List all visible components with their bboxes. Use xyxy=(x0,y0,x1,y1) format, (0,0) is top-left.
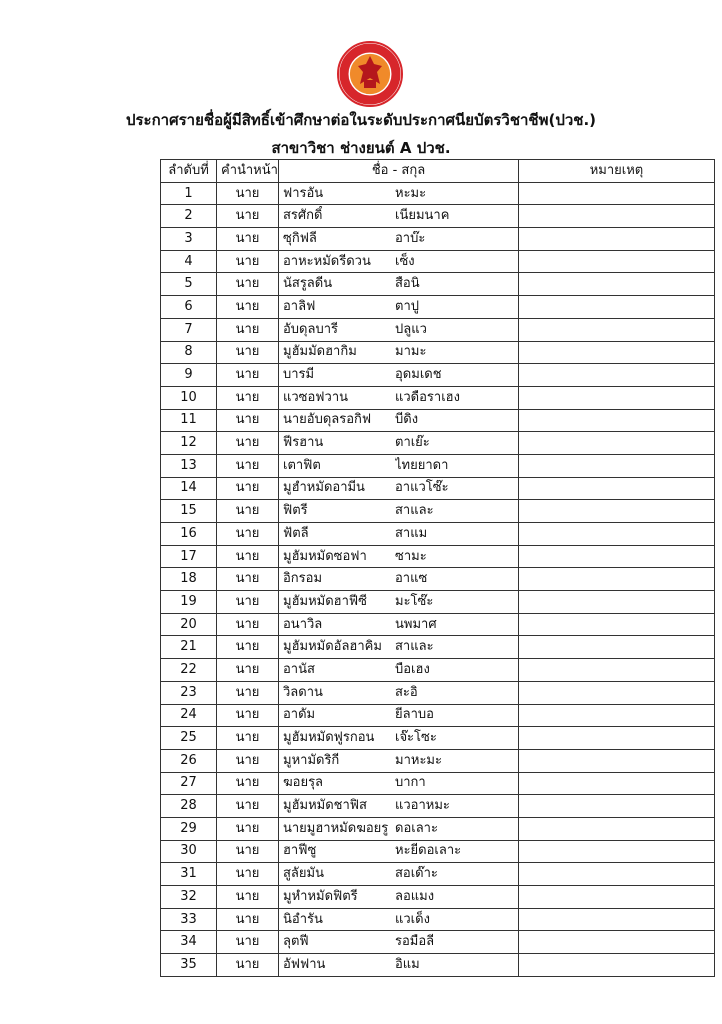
first-name: มูฮัมหมัดฟูรกอน xyxy=(283,730,375,746)
row-number: 14 xyxy=(161,477,217,500)
last-name: เซ็ง xyxy=(395,253,415,269)
row-note xyxy=(519,863,715,886)
row-full-name xyxy=(279,840,519,863)
row-full-name xyxy=(279,568,519,591)
row-prefix: นาย xyxy=(217,749,279,772)
row-prefix: นาย xyxy=(217,296,279,319)
last-name: มามะ xyxy=(395,344,427,360)
row-prefix: นาย xyxy=(217,341,279,364)
row-full-name xyxy=(279,749,519,772)
row-number: 18 xyxy=(161,568,217,591)
first-name: อาหะหมัดรีดวน xyxy=(283,253,371,269)
row-full-name xyxy=(279,477,519,500)
table-row xyxy=(161,659,715,682)
row-note xyxy=(519,454,715,477)
row-prefix: นาย xyxy=(217,500,279,523)
table-row xyxy=(161,681,715,704)
row-note xyxy=(519,840,715,863)
first-name: มูหามัดริกี xyxy=(283,752,340,768)
last-name: อาแวโซ๊ะ xyxy=(395,480,449,496)
row-note xyxy=(519,523,715,546)
row-note xyxy=(519,386,715,409)
last-name: อิแม xyxy=(395,956,420,972)
first-name: สรศักดิ์ xyxy=(283,208,323,224)
row-note xyxy=(519,273,715,296)
first-name: อิกรอม xyxy=(283,571,323,587)
row-prefix: นาย xyxy=(217,795,279,818)
first-name: อับดุลบารี xyxy=(283,321,339,337)
row-prefix: นาย xyxy=(217,772,279,795)
row-prefix: นาย xyxy=(217,523,279,546)
row-full-name xyxy=(279,182,519,205)
last-name: สะอิ xyxy=(395,684,418,700)
row-prefix: นาย xyxy=(217,704,279,727)
row-note xyxy=(519,228,715,251)
row-prefix: นาย xyxy=(217,659,279,682)
last-name: สอเด๊าะ xyxy=(395,866,438,882)
last-name: มาหะมะ xyxy=(395,752,442,768)
first-name: แวซอฟวาน xyxy=(283,389,348,405)
table-row xyxy=(161,886,715,909)
row-number: 21 xyxy=(161,636,217,659)
row-full-name xyxy=(279,659,519,682)
table-header-row xyxy=(161,160,715,183)
table-row xyxy=(161,817,715,840)
table-row xyxy=(161,545,715,568)
row-number: 35 xyxy=(161,954,217,977)
row-note xyxy=(519,749,715,772)
row-note xyxy=(519,681,715,704)
first-name: ซุกิฟลี xyxy=(283,230,317,246)
header-no: ลำดับที่ xyxy=(161,160,217,183)
first-name: เตาฟิต xyxy=(283,457,321,473)
first-name: ลุตฟี xyxy=(283,934,309,950)
row-number: 7 xyxy=(161,318,217,341)
table-row xyxy=(161,704,715,727)
row-full-name xyxy=(279,228,519,251)
row-prefix: นาย xyxy=(217,613,279,636)
last-name: ดอเลาะ xyxy=(395,820,438,836)
row-number: 2 xyxy=(161,205,217,228)
table-body xyxy=(161,182,715,976)
row-prefix: นาย xyxy=(217,681,279,704)
last-name: ปลูแว xyxy=(395,321,427,337)
row-prefix: นาย xyxy=(217,908,279,931)
row-full-name xyxy=(279,500,519,523)
last-name: ซามะ xyxy=(395,548,427,564)
last-name: นพมาศ xyxy=(395,616,437,632)
document-title: ประกาศรายชื่อผู้มีสิทธิ์เข้าศึกษาต่อในระดับประกาศนียบัตรวิชาชีพ(ปวช.) xyxy=(125,111,597,129)
row-full-name xyxy=(279,727,519,750)
row-number: 12 xyxy=(161,432,217,455)
row-note xyxy=(519,817,715,840)
row-full-name xyxy=(279,386,519,409)
last-name: แวเด็ง xyxy=(395,911,430,927)
first-name: สูลัยมัน xyxy=(283,866,324,882)
row-number: 1 xyxy=(161,182,217,205)
last-name: บือเฮง xyxy=(395,661,430,677)
row-prefix: นาย xyxy=(217,840,279,863)
row-note xyxy=(519,659,715,682)
row-note xyxy=(519,931,715,954)
row-full-name xyxy=(279,863,519,886)
last-name: บากา xyxy=(395,775,426,791)
table-row xyxy=(161,863,715,886)
row-prefix: นาย xyxy=(217,364,279,387)
first-name: นายมูฮาหมัดฆอยรู xyxy=(283,820,389,836)
last-name: สาแม xyxy=(395,525,428,541)
last-name: อาแซ xyxy=(395,571,428,587)
row-number: 8 xyxy=(161,341,217,364)
row-prefix: นาย xyxy=(217,273,279,296)
table-row xyxy=(161,795,715,818)
row-number: 15 xyxy=(161,500,217,523)
row-full-name xyxy=(279,296,519,319)
row-full-name xyxy=(279,454,519,477)
table-row xyxy=(161,727,715,750)
table-row xyxy=(161,523,715,546)
row-full-name xyxy=(279,273,519,296)
row-number: 13 xyxy=(161,454,217,477)
row-number: 33 xyxy=(161,908,217,931)
row-note xyxy=(519,591,715,614)
row-number: 30 xyxy=(161,840,217,863)
table-row xyxy=(161,341,715,364)
row-note xyxy=(519,727,715,750)
last-name: บีดิง xyxy=(395,412,419,428)
first-name: มูฮัมหมัดซอฟา xyxy=(283,548,367,564)
row-number: 31 xyxy=(161,863,217,886)
row-full-name xyxy=(279,636,519,659)
row-full-name xyxy=(279,681,519,704)
row-number: 4 xyxy=(161,250,217,273)
last-name: ยีลาบอ xyxy=(395,707,434,723)
last-name: เจ๊ะโซะ xyxy=(395,730,437,746)
last-name: มะโซ๊ะ xyxy=(395,593,434,609)
last-name: สาและ xyxy=(395,639,434,655)
table-row xyxy=(161,500,715,523)
row-number: 23 xyxy=(161,681,217,704)
table-row xyxy=(161,613,715,636)
table-row xyxy=(161,273,715,296)
row-prefix: นาย xyxy=(217,386,279,409)
row-full-name xyxy=(279,591,519,614)
row-number: 19 xyxy=(161,591,217,614)
last-name: ลอแมง xyxy=(395,888,435,904)
row-number: 5 xyxy=(161,273,217,296)
row-note xyxy=(519,432,715,455)
table-row xyxy=(161,228,715,251)
row-note xyxy=(519,954,715,977)
first-name: ฟารอัน xyxy=(283,185,324,201)
row-full-name xyxy=(279,318,519,341)
row-prefix: นาย xyxy=(217,636,279,659)
row-note xyxy=(519,409,715,432)
first-name: นายอับดุลรอกิฟ xyxy=(283,412,372,428)
table-row xyxy=(161,749,715,772)
row-prefix: นาย xyxy=(217,727,279,750)
last-name: หะมะ xyxy=(395,185,427,201)
first-name: ฮาฟีซู xyxy=(283,843,317,859)
first-name: อาลิฟ xyxy=(283,298,316,314)
first-name: ฟีรฮาน xyxy=(283,435,324,451)
first-name: อานัส xyxy=(283,661,315,677)
row-number: 28 xyxy=(161,795,217,818)
header-prefix: คำนำหน้า xyxy=(217,160,279,183)
row-prefix: นาย xyxy=(217,432,279,455)
table-row xyxy=(161,954,715,977)
college-emblem-icon xyxy=(336,40,404,108)
last-name: สือนิ xyxy=(395,276,420,292)
row-note xyxy=(519,364,715,387)
table-row xyxy=(161,931,715,954)
last-name: ตาปู xyxy=(395,298,419,314)
row-full-name xyxy=(279,817,519,840)
first-name: วิลดาน xyxy=(283,684,323,700)
row-number: 20 xyxy=(161,613,217,636)
student-list-table xyxy=(160,159,715,977)
row-prefix: นาย xyxy=(217,454,279,477)
table-row xyxy=(161,840,715,863)
last-name: อุดมเดช xyxy=(395,367,442,383)
row-number: 27 xyxy=(161,772,217,795)
row-full-name xyxy=(279,908,519,931)
row-number: 24 xyxy=(161,704,217,727)
first-name: อัฟฟาน xyxy=(283,956,326,972)
first-name: ฟิตรี xyxy=(283,503,308,519)
row-note xyxy=(519,636,715,659)
row-note xyxy=(519,886,715,909)
row-note xyxy=(519,795,715,818)
first-name: มูฮัมหมัดชาฟิส xyxy=(283,798,367,814)
first-name: อาดัม xyxy=(283,707,316,723)
row-full-name xyxy=(279,954,519,977)
row-prefix: นาย xyxy=(217,545,279,568)
last-name: แวดือราเฮง xyxy=(395,389,460,405)
table-row xyxy=(161,364,715,387)
header-note: หมายเหตุ xyxy=(519,160,715,183)
last-name: รอมือลี xyxy=(395,934,435,950)
row-number: 25 xyxy=(161,727,217,750)
row-full-name xyxy=(279,364,519,387)
table-row xyxy=(161,386,715,409)
last-name: หะยีดอเลาะ xyxy=(395,843,462,859)
row-full-name xyxy=(279,205,519,228)
row-note xyxy=(519,250,715,273)
first-name: ฆอยรุล xyxy=(283,775,324,791)
row-note xyxy=(519,477,715,500)
table-row xyxy=(161,477,715,500)
table-row xyxy=(161,568,715,591)
row-note xyxy=(519,545,715,568)
first-name: นิอำรัน xyxy=(283,911,323,927)
first-name: มูฮัมมัดฮากิม xyxy=(283,344,357,360)
row-prefix: นาย xyxy=(217,250,279,273)
row-note xyxy=(519,341,715,364)
row-full-name xyxy=(279,772,519,795)
table-row xyxy=(161,182,715,205)
row-number: 6 xyxy=(161,296,217,319)
last-name: ตาเย๊ะ xyxy=(395,435,430,451)
row-prefix: นาย xyxy=(217,591,279,614)
row-number: 32 xyxy=(161,886,217,909)
row-number: 22 xyxy=(161,659,217,682)
last-name: ไทยยาดา xyxy=(395,457,449,473)
row-number: 10 xyxy=(161,386,217,409)
table-row xyxy=(161,591,715,614)
row-number: 16 xyxy=(161,523,217,546)
row-note xyxy=(519,182,715,205)
row-prefix: นาย xyxy=(217,182,279,205)
row-full-name xyxy=(279,704,519,727)
row-number: 9 xyxy=(161,364,217,387)
row-full-name xyxy=(279,432,519,455)
row-prefix: นาย xyxy=(217,409,279,432)
first-name: อนาวิล xyxy=(283,616,323,632)
row-prefix: นาย xyxy=(217,205,279,228)
row-note xyxy=(519,613,715,636)
row-note xyxy=(519,704,715,727)
last-name: แวอาหมะ xyxy=(395,798,450,814)
table-row xyxy=(161,454,715,477)
row-note xyxy=(519,205,715,228)
row-prefix: นาย xyxy=(217,817,279,840)
first-name: มูฮำหมัดอามีน xyxy=(283,480,365,496)
row-note xyxy=(519,772,715,795)
last-name: สาและ xyxy=(395,503,434,519)
first-name: มูฮัมหมัดฮาฟีซี xyxy=(283,593,367,609)
row-number: 17 xyxy=(161,545,217,568)
table-row xyxy=(161,636,715,659)
row-full-name xyxy=(279,613,519,636)
row-number: 3 xyxy=(161,228,217,251)
row-full-name xyxy=(279,341,519,364)
last-name: เนียมนาค xyxy=(395,208,450,224)
row-number: 26 xyxy=(161,749,217,772)
row-prefix: นาย xyxy=(217,886,279,909)
row-number: 29 xyxy=(161,817,217,840)
row-prefix: นาย xyxy=(217,318,279,341)
row-prefix: นาย xyxy=(217,228,279,251)
table-row xyxy=(161,318,715,341)
row-note xyxy=(519,296,715,319)
table-row xyxy=(161,250,715,273)
row-full-name xyxy=(279,545,519,568)
row-full-name xyxy=(279,523,519,546)
header-name: ชื่อ - สกุล xyxy=(279,160,519,183)
first-name: มูฮัมหมัดอัลฮาคิม xyxy=(283,639,382,655)
first-name: นัสรูลดีน xyxy=(283,276,333,292)
table-row xyxy=(161,409,715,432)
row-note xyxy=(519,568,715,591)
first-name: บารมี xyxy=(283,367,315,383)
row-number: 11 xyxy=(161,409,217,432)
row-prefix: นาย xyxy=(217,568,279,591)
table-row xyxy=(161,296,715,319)
row-note xyxy=(519,908,715,931)
first-name: มูหำหมัดฟิตรี xyxy=(283,888,358,904)
table-row xyxy=(161,205,715,228)
row-prefix: นาย xyxy=(217,931,279,954)
last-name: อาบ๊ะ xyxy=(395,230,426,246)
row-prefix: นาย xyxy=(217,477,279,500)
table-row xyxy=(161,772,715,795)
first-name: ฟัตลี xyxy=(283,525,309,541)
table-row xyxy=(161,432,715,455)
row-full-name xyxy=(279,886,519,909)
document-subtitle: สาขาวิชา ช่างยนต์ A ปวช. xyxy=(271,139,451,157)
row-full-name xyxy=(279,409,519,432)
row-note xyxy=(519,318,715,341)
row-full-name xyxy=(279,931,519,954)
table-row xyxy=(161,908,715,931)
row-full-name xyxy=(279,250,519,273)
row-full-name xyxy=(279,795,519,818)
row-prefix: นาย xyxy=(217,863,279,886)
row-number: 34 xyxy=(161,931,217,954)
row-note xyxy=(519,500,715,523)
row-prefix: นาย xyxy=(217,954,279,977)
